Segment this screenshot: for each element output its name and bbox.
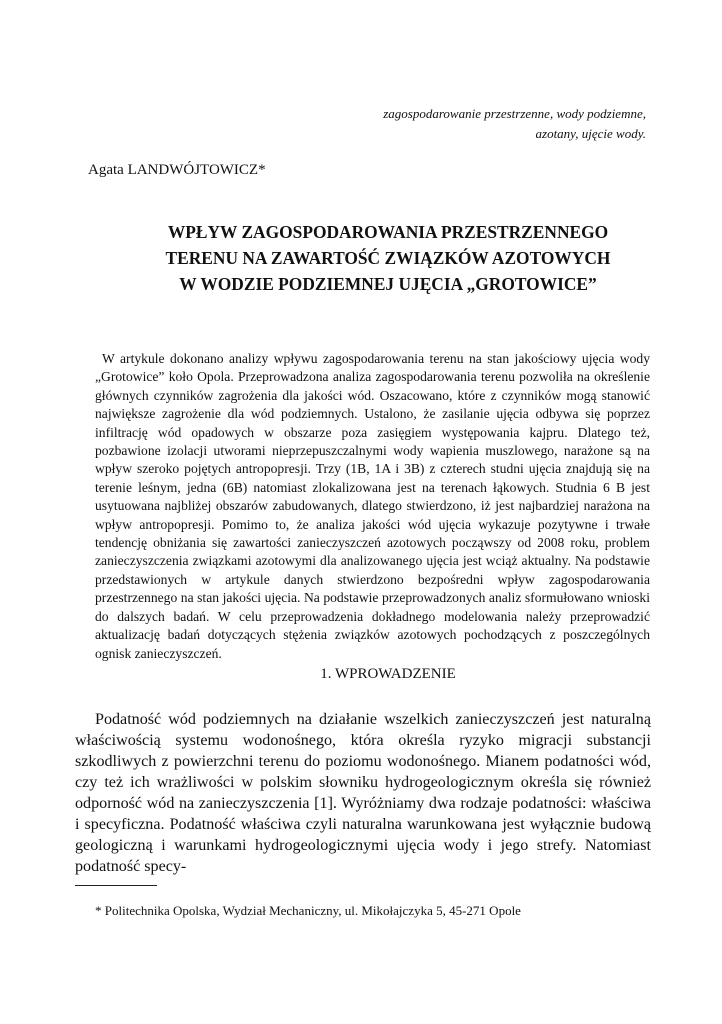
keywords xyxy=(226,104,646,144)
footnote-separator xyxy=(75,885,157,886)
footnote: * Politechnika Opolska, Wydział Mechaniczny, ul. Mikołajczyka 5, 45-271 Opole xyxy=(95,903,521,918)
title-line-2: TERENU NA ZAWARTOŚĆ ZWIĄZKÓW AZOTOWYCH xyxy=(165,248,611,268)
author-name: Agata LANDWÓJTOWICZ* xyxy=(88,162,266,178)
keywords-line-2: azotany, ujęcie wody. xyxy=(535,126,646,141)
abstract-paragraph: W artykule dokonano analizy wpływu zagospodarowania terenu na stan jakościowy ujęcia wody „Grotowice” koło Opola. Przeprowadzona analiza zagospodarowania terenu pozwoliła na określenie głównych czynników zagrożenia dla jakości wód. Oszacowano, które z czynników mogą stanowić największe zagrożenie dla wód podziemnych. Ustalono, że zasilanie ujęcia odbywa się poprzez infiltrację wód opadowych w obszarze poza zasięgiem występowania kajpru. Dlatego też, pozbawione izolacji utworami nieprzepuszczalnymi wody wapienia muszlowego, narażone są na wpływ szeroko pojętych antropopresji. Trzy (1B, 1A i 3B) z czterech studni ujęcia znajdują się na terenie leśnym, jedna (6B) natomiast zlokalizowana jest na terenach łąkowych. Studnia 6 B jest usytuowana najbliżej obszarów zabudowanych, dlatego stwierdzono, iż jest najbardziej narażona na wpływ antropopresji. Pomimo to, że analiza jakości wód ujęcia wykazuje pozytywne i trwałe tendencję obniżania się zawartości zanieczyszczeń azotowych począwszy od 2008 roku, problem zanieczyszczenia związkami azotowymi dla analizowanego ujęcia jest wciąż aktualny. Na podstawie przedstawionych w artykule danych stwierdzono bezpośredni wpływ zagospodarowania przestrzennego na stan jakości ujęcia. Na podstawie przeprowadzonych analiz sformułowano wnioski do dalszych badań. W celu przeprowadzenia dokładnego modelowania należy przeprowadzić aktualizację badań dotyczących stężenia związków azotowych pochodzących z poszczególnych ognisk zanieczyszczeń. xyxy=(95,351,650,661)
title-line-3: W WODZIE PODZIEMNEJ UJĘCIA „GROTOWICE” xyxy=(179,274,597,294)
body-paragraph: Podatność wód podziemnych na działanie wszelkich zanieczyszczeń jest naturalną właściwością systemu wodonośnego, która określa ryzyko migracji substancji szkodliwych z powierzchni terenu do poziomu wodonośnego. Mianem podatności wód, czy też ich wrażliwości w polskim słowniku hydrogeologicznym określa się również odporność wód na zanieczyszczenia [1]. Wyróżniamy dwa rodzaje podatności: właściwa i specyficzna. Podatność właściwa czyli naturalna warunkowana jest wyłącznie budową geologiczną i warunkami hydrogeologicznymi ujęcia wody i jego strefy. Natomiast podatność specy- xyxy=(75,711,651,875)
keywords-line-1: zagospodarowanie przestrzenne, wody podziemne, xyxy=(383,106,646,121)
title-line-1: WPŁYW ZAGOSPODAROWANIA PRZESTRZENNEGO xyxy=(167,222,609,242)
section-heading: 1. WPROWADZENIE xyxy=(320,666,456,682)
paper-title xyxy=(70,219,706,297)
